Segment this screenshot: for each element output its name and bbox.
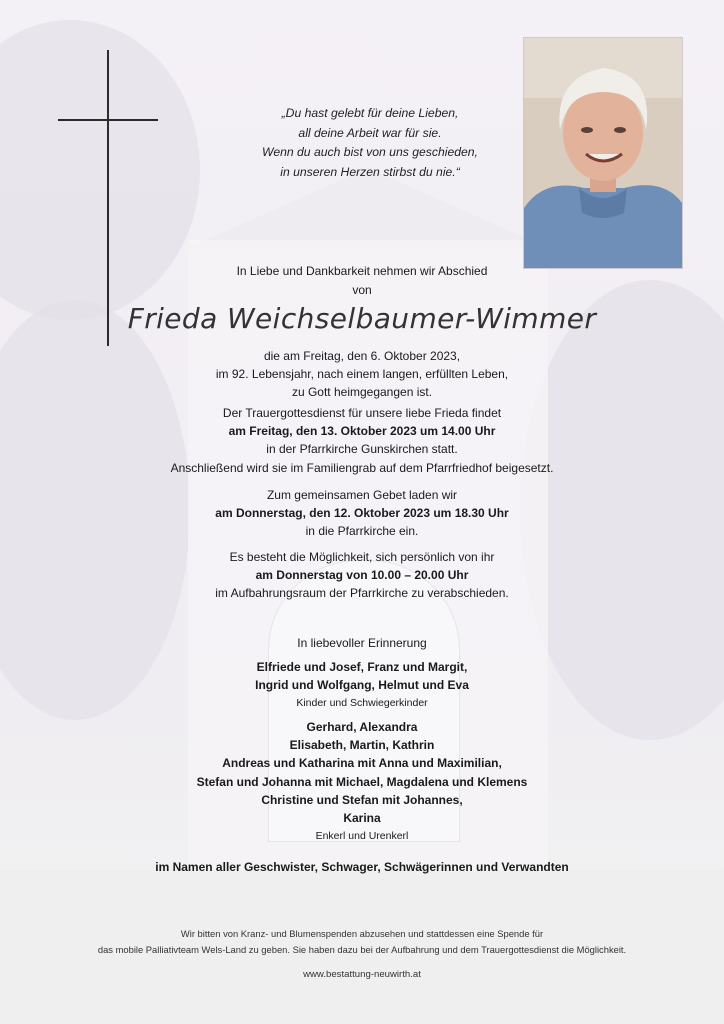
funeral-service xyxy=(0,404,724,477)
grandchildren-line: Andreas und Katharina mit Anna und Maximilian, xyxy=(222,756,502,771)
closing-line: im Namen aller Geschwister, Schwager, Schwägerinnen und Verwandten xyxy=(155,860,569,874)
intro-line: von xyxy=(352,283,372,297)
grandchildren-line: Karina xyxy=(343,811,381,826)
donation-line: das mobile Palliativteam Wels-Land zu geben. Sie haben dazu bei der Aufbahrung und dem Trauergottesdienst die Möglichkeit. xyxy=(97,944,627,955)
deceased-name: Frieda Weichselbaumer-Wimmer xyxy=(127,302,597,335)
children-line: Elfriede und Josef, Franz und Margit, xyxy=(256,660,468,674)
funeral-home-url[interactable]: www.bestattung-neuwirth.at xyxy=(303,969,421,980)
viewing-line: im Aufbahrungsraum der Pfarrkirche zu verabschieden. xyxy=(215,586,509,601)
grandchildren-line: Elisabeth, Martin, Kathrin xyxy=(289,738,435,753)
donation-line: Wir bitten von Kranz- und Blumenspenden abzusehen und stattdessen eine Spende für xyxy=(180,928,544,939)
children-list xyxy=(0,658,724,713)
prayer-line: Zum gemeinsamen Gebet laden wir xyxy=(266,488,458,502)
quote-line: in unseren Herzen stirbst du nie.“ xyxy=(280,164,460,179)
memorial-quote xyxy=(230,104,510,182)
portrait-photo xyxy=(524,38,682,268)
children-line: Ingrid und Wolfgang, Helmut und Eva xyxy=(255,678,469,693)
death-line: die am Freitag, den 6. Oktober 2023, xyxy=(263,349,461,363)
children-caption: Kinder und Schwiegerkinder xyxy=(296,697,428,710)
grandchildren-line: Stefan und Johanna mit Michael, Magdalena und Klemens xyxy=(196,774,528,789)
funeral-line: in der Pfarrkirche Gunskirchen statt. xyxy=(266,442,458,457)
funeral-line: Der Trauergottesdienst für unsere liebe Frieda findet xyxy=(222,406,502,420)
quote-line: all deine Arbeit war für sie. xyxy=(298,125,442,140)
funeral-line: Anschließend wird sie im Familiengrab auf dem Pfarrfriedhof beigesetzt. xyxy=(170,460,554,475)
viewing-info xyxy=(0,548,724,603)
quote-line: Wenn du auch bist von uns geschieden, xyxy=(262,145,478,159)
death-notice xyxy=(0,347,724,402)
portrait-illustration xyxy=(524,38,682,268)
prayer-invitation xyxy=(0,486,724,541)
grandchildren-line: Gerhard, Alexandra xyxy=(306,720,418,734)
intro-text xyxy=(0,262,724,300)
intro-line: In Liebe und Dankbarkeit nehmen wir Abschied xyxy=(236,264,488,278)
prayer-datetime: am Donnerstag, den 12. Oktober 2023 um 18.30 Uhr xyxy=(215,506,509,521)
funeral-datetime: am Freitag, den 13. Oktober 2023 um 14.00 Uhr xyxy=(228,424,496,439)
grandchildren-caption: Enkerl und Urenkerl xyxy=(315,830,409,843)
quote-line: „Du hast gelebt für deine Lieben, xyxy=(281,106,459,120)
prayer-line: in die Pfarrkirche ein. xyxy=(305,524,419,539)
memory-label: In liebevoller Erinnerung xyxy=(297,636,427,650)
grandchildren-list xyxy=(0,718,724,845)
death-line: im 92. Lebensjahr, nach einem langen, erfüllten Leben, xyxy=(215,367,509,382)
viewing-datetime: am Donnerstag von 10.00 – 20.00 Uhr xyxy=(255,568,469,583)
cross-icon-horizontal xyxy=(58,119,158,121)
viewing-line: Es besteht die Möglichkeit, sich persönlich von ihr xyxy=(229,550,495,564)
grandchildren-line: Christine und Stefan mit Johannes, xyxy=(261,792,463,807)
death-line: zu Gott heimgegangen ist. xyxy=(291,385,433,400)
donation-note xyxy=(0,926,724,958)
